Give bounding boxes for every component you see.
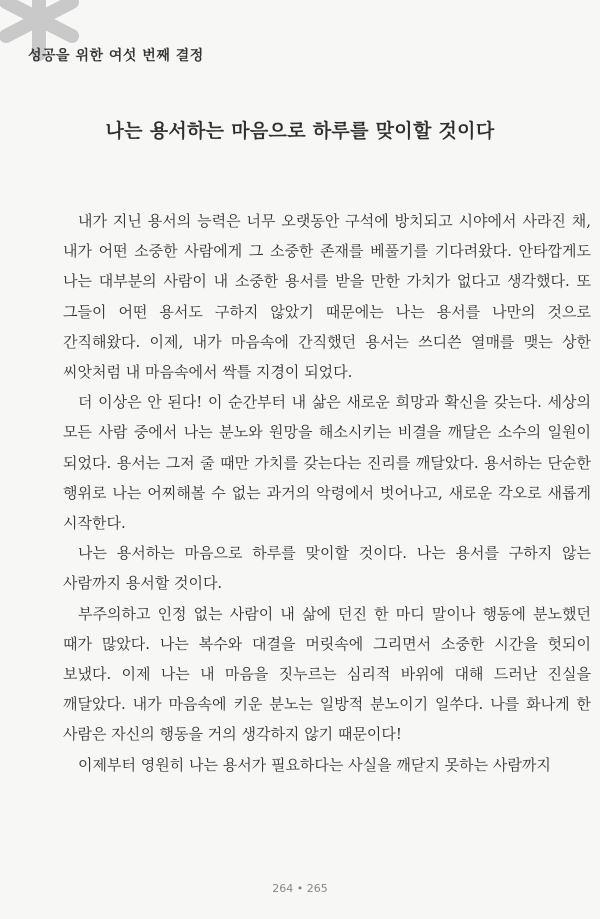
body-text <box>63 206 591 780</box>
running-header: 성공을 위한 여섯 번째 결정 <box>28 48 204 64</box>
paragraph: 내가 지닌 용서의 능력은 너무 오랫동안 구석에 방치되고 시야에서 사라진 채, 내가 어떤 소중한 사람에게 그 소중한 존재를 베풀기를 기다려왔다. 안타깝게도 나는 대부분의 사람이 내 소중한 용서를 받을 만한 가치가 없다고 생각했다. 또 그들이 어떤 용서도 구하지 않았기 때문에는 나는 용서를 나만의 것으로 간직해왔다. 이제, 내가 마음속에 간직했던 용서는 쓰디쓴 열매를 맺는 상한 씨앗처럼 내 마음속에서 싹틀 지경이 되었다. <box>63 212 591 382</box>
chapter-title: 나는 용서하는 마음으로 하루를 맞이할 것이다 <box>105 120 495 142</box>
page-numbers: 264 • 265 <box>272 882 328 895</box>
paragraph: 더 이상은 안 된다! 이 순간부터 내 삶은 새로운 희망과 확신을 갖는다. 세상의 모든 사람 중에서 나는 분노와 원망을 해소시키는 비결을 깨달은 소수의 일원이 되었다. 용서는 그저 줄 때만 가치를 갖는다는 진리를 깨달았다. 용서하는 단순한 행위로 나는 어찌해볼 수 없는 과거의 악령에서 벗어나고, 새로운 각오로 새롭게 시작한다. <box>63 393 591 533</box>
paragraph: 부주의하고 인정 없는 사람이 내 삶에 던진 한 마디 말이나 행동에 분노했던 때가 많았다. 나는 복수와 대결을 머릿속에 그리면서 소중한 시간을 헛되이 보냈다. 이제 나는 내 마음을 짓누르는 심리적 바위에 대해 드러난 진실을 깨달았다. 내가 마음속에 키운 분노는 일방적 분노이기 일쑤다. 나를 화나게 한 사람은 자신의 행동을 거의 생각하지 않기 때문이다! <box>63 604 591 744</box>
paragraph: 이제부터 영원히 나는 용서가 필요하다는 사실을 깨닫지 못하는 사람까지 <box>78 755 551 774</box>
paragraph: 나는 용서하는 마음으로 하루를 맞이할 것이다. 나는 용서를 구하지 않는 사람까지 용서할 것이다. <box>63 544 591 593</box>
